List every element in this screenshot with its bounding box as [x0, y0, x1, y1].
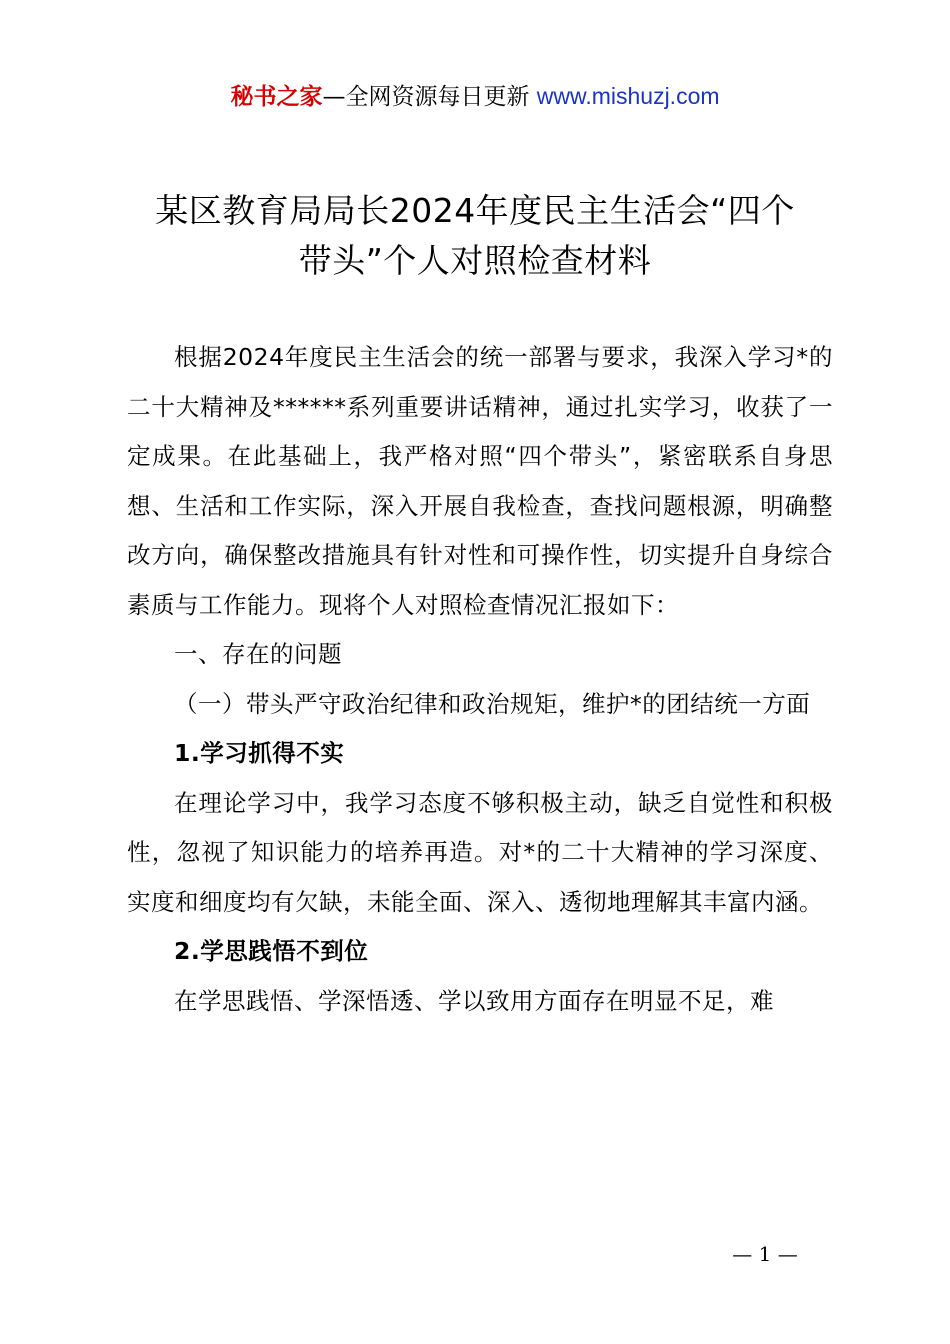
item-paragraph-practice: 在学思践悟、学深悟透、学以致用方面存在明显不足，难	[174, 986, 774, 1015]
page-number: — 1 —	[732, 1242, 798, 1266]
document-title-line-1: 某区教育局局长2024年度民主生活会“四个	[155, 191, 795, 230]
site-header	[0, 80, 950, 113]
site-url-link[interactable]: www.mishuzj.com	[536, 83, 720, 109]
item-heading-practice: 2.学思践悟不到位	[174, 937, 369, 965]
intro-paragraph: 根据2024年度民主生活会的统一部署与要求，我深入学习*的二十大精神及******系列重要讲话精神，通过扎实学习，收获了一定成果。在此基础上，我严格对照“四个带头”，紧密联系自身思想、生活和工作实际，深入开展自我检查，查找问题根源，明确整改方向，确保整改措施具有针对性和可操作性，切实提升自身综合素质与工作能力。现将个人对照检查情况汇报如下：	[127, 343, 833, 619]
item-heading-study: 1.学习抓得不实	[174, 739, 345, 767]
site-brand: 秘书之家	[230, 84, 323, 110]
subsection-heading-political-discipline: （一）带头严守政治纪律和政治规矩，维护*的团结统一方面	[174, 689, 811, 718]
document-title-line-2: 带头”个人对照检查材料	[298, 241, 652, 280]
item-paragraph-study: 在理论学习中，我学习态度不够积极主动，缺乏自觉性和积极性，忽视了知识能力的培养再造。对*的二十大精神的学习深度、实度和细度均有欠缺，未能全面、深入、透彻地理解其丰富内涵。	[127, 788, 833, 916]
section-heading-problems: 一、存在的问题	[174, 640, 342, 668]
site-tagline: —全网资源每日更新	[322, 84, 530, 110]
document-title	[120, 186, 830, 286]
document-body	[127, 333, 833, 1026]
